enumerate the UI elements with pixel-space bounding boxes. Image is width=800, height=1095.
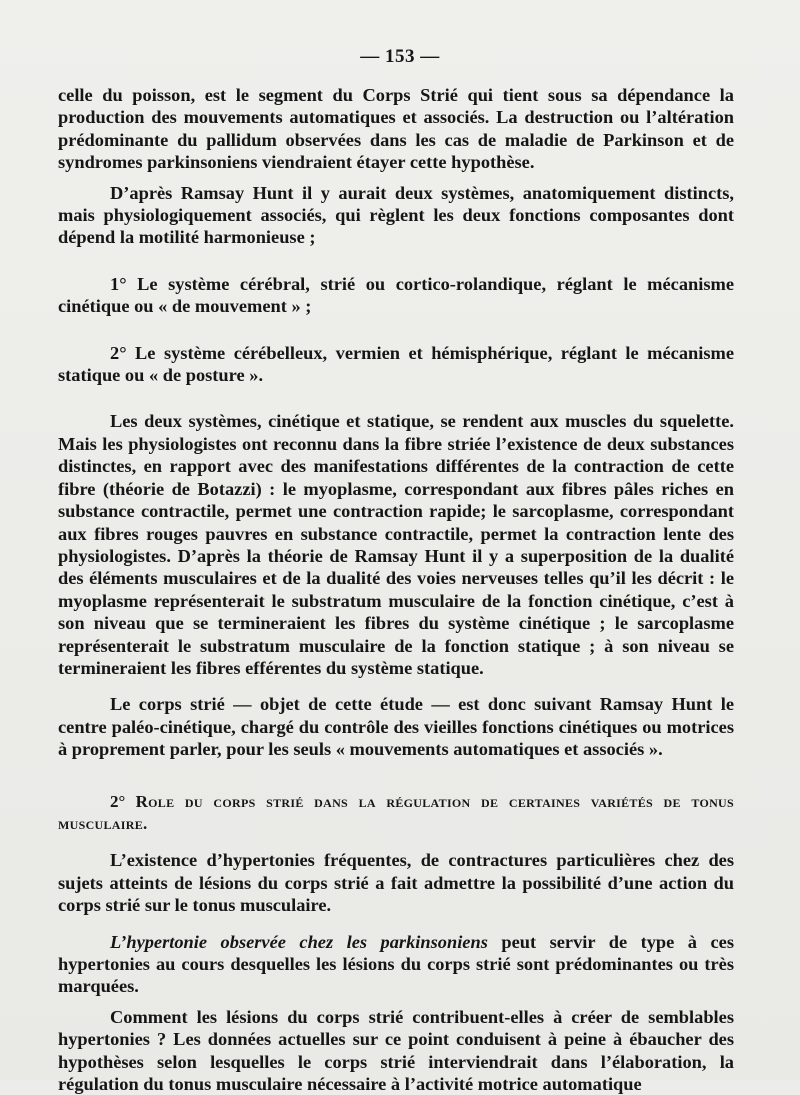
paragraph-8-rest: peut servir de type à ces hypertonies au cours desquelles les lésions du corps strié sont prédominantes ou très marquées. xyxy=(58,931,734,997)
paragraph-4: 2° Le système cérébelleux, vermien et hémisphérique, réglant le mécanisme statique ou « de posture ». xyxy=(58,342,734,386)
page-body xyxy=(58,84,734,1095)
paragraph-6: Le corps strié — objet de cette étude — est donc suivant Ramsay Hunt le centre paléo-cinétique, chargé du contrôle des vieilles fonctions cinétiques ou motrices à proprement parler, pour les seuls « mouvements automatiques et associés ». xyxy=(58,694,734,760)
paragraph-3: 1° Le système cérébral, strié ou cortico-rolandique, réglant le mécanisme cinétique ou « de mouvement » ; xyxy=(58,273,734,317)
section-heading xyxy=(58,791,734,836)
paragraph-7: L’existence d’hypertonies fréquentes, de contractures particulières chez des sujets atteints de lésions du corps strié a fait admettre la possibilité d’une action du corps strié sur le tonus musculaire. xyxy=(58,850,734,916)
section-heading-text: Role du corps strié dans la régulation de certaines variétés de tonus musculaire. xyxy=(58,791,734,833)
paragraph-1: celle du poisson, est le segment du Corps Strié qui tient sous sa dépendance la production des mouvements automatiques et associés. La destruction ou l’altération prédominante du pallidum observées dans les cas de maladie de Parkinson et de syndromes parkinsoniens viendraient étayer cette hypothèse. xyxy=(58,85,734,173)
paragraph-2: D’après Ramsay Hunt il y aurait deux systèmes, anatomiquement distincts, mais physiologiquement associés, qui règlent les deux fonctions composantes dont dépend la motilité harmonieuse ; xyxy=(58,182,734,248)
paragraph-5: Les deux systèmes, cinétique et statique, se rendent aux muscles du squelette. Mais les physiologistes ont reconnu dans la fibre striée l’existence de deux substances distinctes, en rapport avec des manifestations différentes de la contraction de cette fibre (théorie de Botazzi) : le myoplasme, correspondant aux fibres pâles riches en substance contractile, permet une contraction rapide; le sarcoplasme, correspondant aux fibres rouges pauvres en substance contractile, permet la contraction lente des physiologistes. D’après la théorie de Ramsay Hunt il y a superposition de la dualité des éléments musculaires et de la dualité des voies nerveuses telles qu’il les décrit : le myoplasme représenterait le substratum musculaire de la fonction cinétique, c’est à son niveau que se termineraient les fibres du système cinétique ; le sarcoplasme représenterait le substratum musculaire de la fonction statique ; à son niveau se termineraient les fibres efférentes du système statique. xyxy=(58,411,734,678)
paragraph-9: Comment les lésions du corps strié contribuent-elles à créer de semblables hypertonies ? Les données actuelles sur ce point conduisent à peine à ébaucher des hypothèses selon lesquelles le corps strié interviendrait dans l’élaboration, la régulation du tonus musculaire nécessaire à l’activité motrice automatique xyxy=(58,1006,734,1095)
section-heading-number: 2° xyxy=(110,791,126,811)
paragraph-8-italic: L’hypertonie observée chez les parkinsoniens xyxy=(110,931,488,952)
paragraph-8 xyxy=(58,931,734,998)
page-number: — 153 — xyxy=(360,46,440,67)
